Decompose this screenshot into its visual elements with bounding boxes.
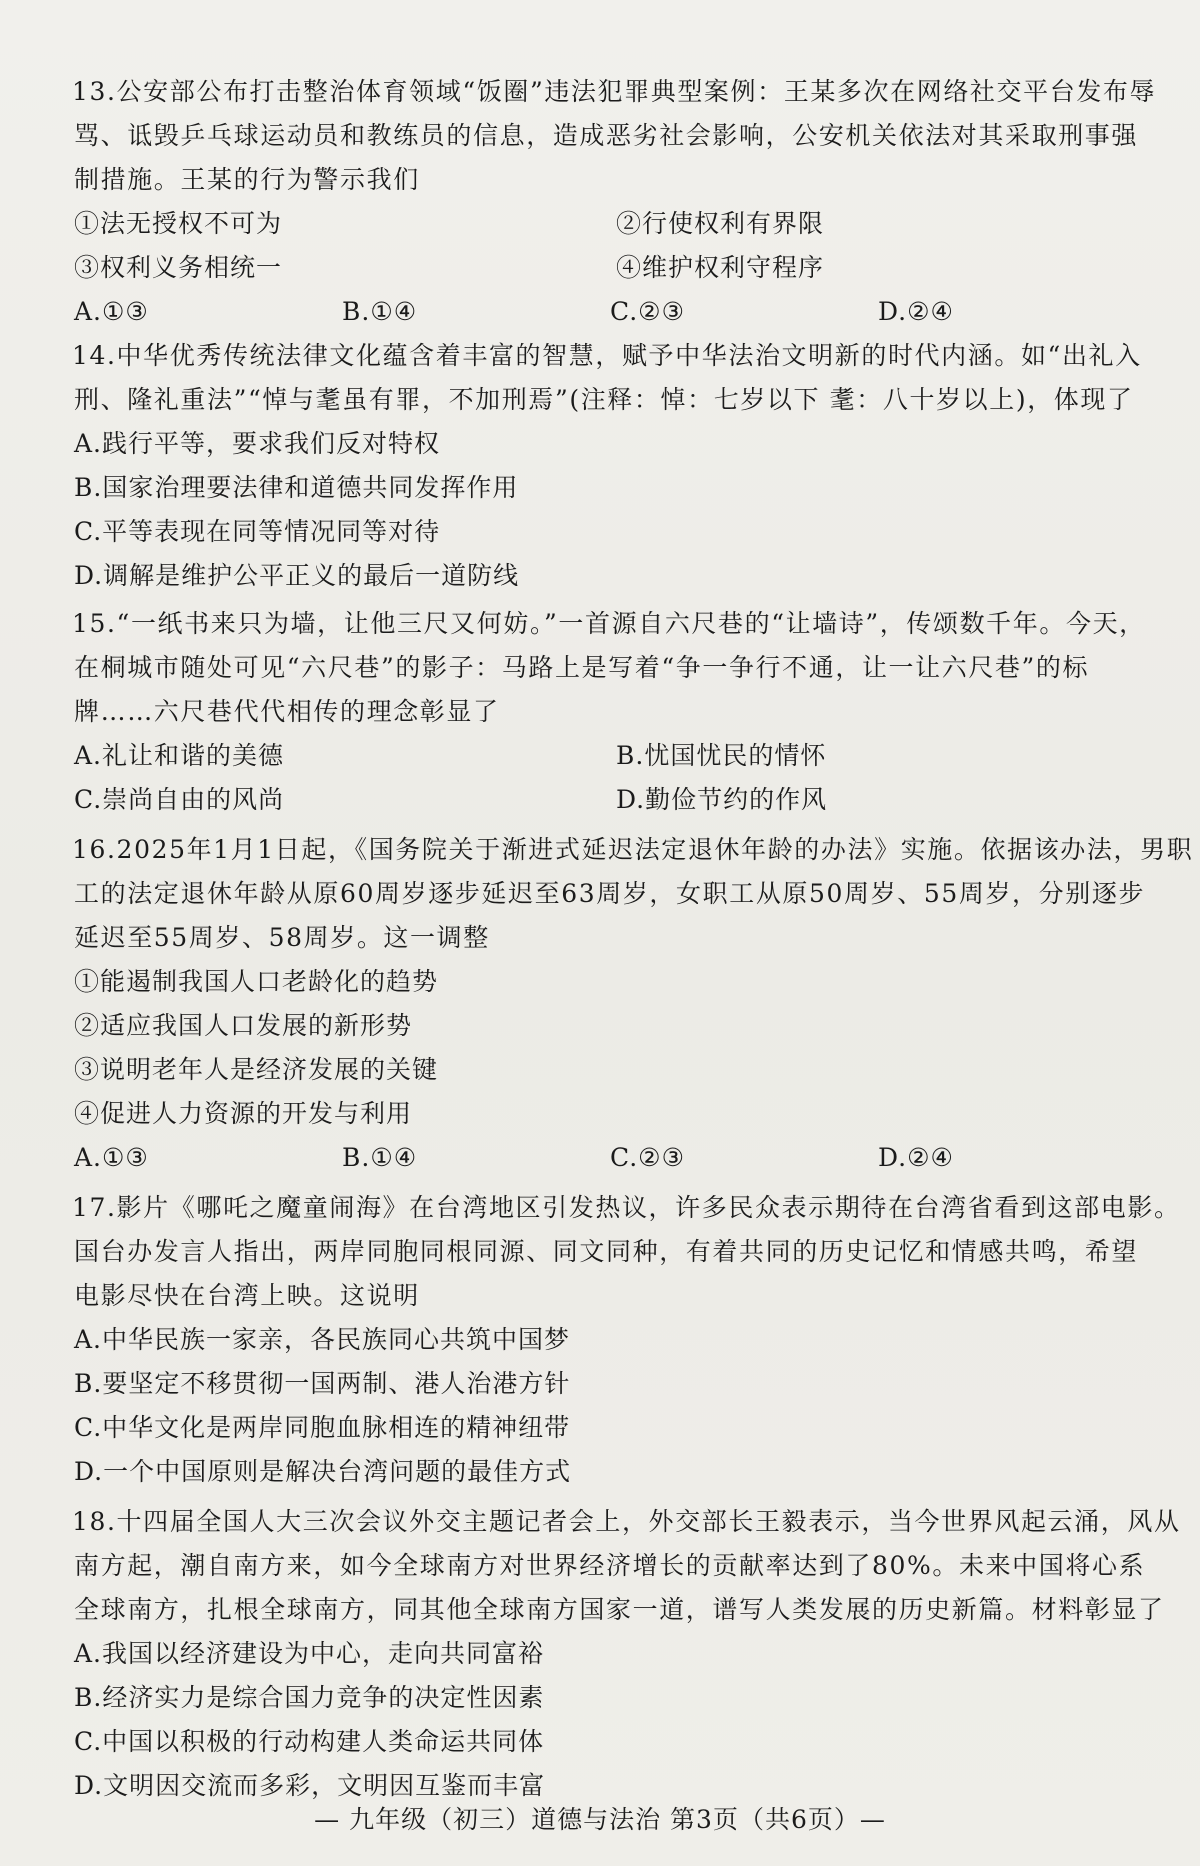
question-17-option-b: B.要坚定不移贯彻一国两制、港人治港方针 xyxy=(74,1369,571,1398)
question-15-option-a: A.礼让和谐的美德 xyxy=(74,741,285,770)
question-15-option-d: D.勤俭节约的作风 xyxy=(616,785,828,814)
question-15-options-row-2 xyxy=(72,778,1160,822)
question-16-item-2: ②适应我国人口发展的新形势 xyxy=(74,1011,413,1040)
question-16-options xyxy=(72,1136,1160,1180)
question-14 xyxy=(72,334,1160,598)
question-13-item-1: ①法无授权不可为 xyxy=(74,209,283,238)
question-15-option-b: B.忧国忧民的情怀 xyxy=(616,741,827,770)
question-13-stem-line-2: 骂、诋毁乒乓球运动员和教练员的信息，造成恶劣社会影响，公安机关依法对其采取刑事强 xyxy=(74,121,1139,150)
question-17-option-a: A.中华民族一家亲，各民族同心共筑中国梦 xyxy=(74,1325,571,1354)
question-13-option-b: B.①④ xyxy=(342,297,418,326)
page-footer: — 九年级（初三）道德与法治 第3页（共6页）— xyxy=(314,1805,886,1834)
question-14-option-d: D.调解是维护公平正义的最后一道防线 xyxy=(74,561,520,590)
question-16-item-3: ③说明老年人是经济发展的关键 xyxy=(74,1055,439,1084)
question-14-option-c: C.平等表现在同等情况同等对待 xyxy=(74,517,441,546)
question-17-stem-line-1: 17.影片《哪吒之魔童闹海》在台湾地区引发热议，许多民众表示期待在台湾省看到这部电影。 xyxy=(72,1193,1181,1222)
question-17-option-d: D.一个中国原则是解决台湾问题的最佳方式 xyxy=(74,1457,572,1486)
question-18-stem-line-2: 南方起，潮自南方来，如今全球南方对世界经济增长的贡献率达到了80%。未来中国将心系 xyxy=(74,1551,1146,1580)
question-14-option-a: A.践行平等，要求我们反对特权 xyxy=(74,429,441,458)
question-16-item-1: ①能遏制我国人口老龄化的趋势 xyxy=(74,967,439,996)
question-16-stem-line-2: 工的法定退休年龄从原60周岁逐步延迟至63周岁，女职工从原50周岁、55周岁，分别逐步 xyxy=(74,879,1146,908)
question-18-option-a: A.我国以经济建设为中心，走向共同富裕 xyxy=(74,1639,545,1668)
question-15-options-row-1 xyxy=(72,734,1160,778)
question-13-stem-line-3: 制措施。王某的行为警示我们 xyxy=(74,165,420,194)
question-14-stem-line-1: 14.中华优秀传统法律文化蕴含着丰富的智慧，赋予中华法治文明新的时代内涵。如“出礼入 xyxy=(72,341,1142,370)
question-13-item-2: ②行使权利有界限 xyxy=(616,209,825,238)
question-13-item-4: ④维护权利守程序 xyxy=(616,253,825,282)
question-13-items-row-1 xyxy=(72,202,1160,246)
question-15-option-c: C.崇尚自由的风尚 xyxy=(74,785,285,814)
question-16-option-d: D.②④ xyxy=(878,1143,954,1172)
question-16-stem-line-1: 16.2025年1月1日起，《国务院关于渐进式延迟法定退休年龄的办法》实施。依据该办法，男职 xyxy=(72,835,1194,864)
question-13 xyxy=(72,70,1160,334)
question-18-stem-line-3: 全球南方，扎根全球南方，同其他全球南方国家一道，谱写人类发展的历史新篇。材料彰显了 xyxy=(74,1595,1165,1624)
question-17-stem-line-3: 电影尽快在台湾上映。这说明 xyxy=(74,1281,420,1310)
question-18-option-c: C.中国以积极的行动构建人类命运共同体 xyxy=(74,1727,545,1756)
question-18-stem-line-1: 18.十四届全国人大三次会议外交主题记者会上，外交部长王毅表示，当今世界风起云涌，风从 xyxy=(72,1507,1181,1536)
question-16-option-b: B.①④ xyxy=(342,1143,418,1172)
question-18-option-b: B.经济实力是综合国力竞争的决定性因素 xyxy=(74,1683,545,1712)
question-13-option-d: D.②④ xyxy=(878,297,954,326)
question-15 xyxy=(72,602,1160,822)
question-17-stem-line-2: 国台办发言人指出，两岸同胞同根同源、同文同种，有着共同的历史记忆和情感共鸣，希望 xyxy=(74,1237,1139,1266)
question-13-item-3: ③权利义务相统一 xyxy=(74,253,283,282)
question-18 xyxy=(72,1500,1181,1808)
question-13-option-a: A.①③ xyxy=(74,297,149,326)
question-16-option-a: A.①③ xyxy=(74,1143,149,1172)
question-14-stem-line-2: 刑、隆礼重法”“悼与耄虽有罪，不加刑焉”(注释：悼：七岁以下 耄：八十岁以上)，体现了 xyxy=(74,385,1134,414)
question-13-option-c: C.②③ xyxy=(610,297,686,326)
question-15-stem-line-2: 在桐城市随处可见“六尺巷”的影子：马路上是写着“争一争行不通，让一让六尺巷”的标 xyxy=(74,653,1090,682)
question-15-stem-line-3: 牌……六尺巷代代相传的理念彰显了 xyxy=(74,697,500,726)
question-17 xyxy=(72,1186,1181,1494)
question-16-stem-line-3: 延迟至55周岁、58周岁。这一调整 xyxy=(74,923,490,952)
question-13-stem-line-1: 13.公安部公布打击整治体育领域“饭圈”违法犯罪典型案例：王某多次在网络社交平台发布辱 xyxy=(72,77,1157,106)
question-13-options xyxy=(72,290,1160,334)
question-16-item-4: ④促进人力资源的开发与利用 xyxy=(74,1099,413,1128)
question-14-option-b: B.国家治理要法律和道德共同发挥作用 xyxy=(74,473,519,502)
question-18-option-d: D.文明因交流而多彩，文明因互鉴而丰富 xyxy=(74,1771,546,1800)
question-13-items-row-2 xyxy=(72,246,1160,290)
question-16-option-c: C.②③ xyxy=(610,1143,686,1172)
question-15-stem-line-1: 15.“一纸书来只为墙，让他三尺又何妨。”一首源自六尺巷的“让墙诗”，传颂数千年。今天， xyxy=(72,609,1146,638)
question-16 xyxy=(72,828,1194,1180)
question-17-option-c: C.中华文化是两岸同胞血脉相连的精神纽带 xyxy=(74,1413,571,1442)
